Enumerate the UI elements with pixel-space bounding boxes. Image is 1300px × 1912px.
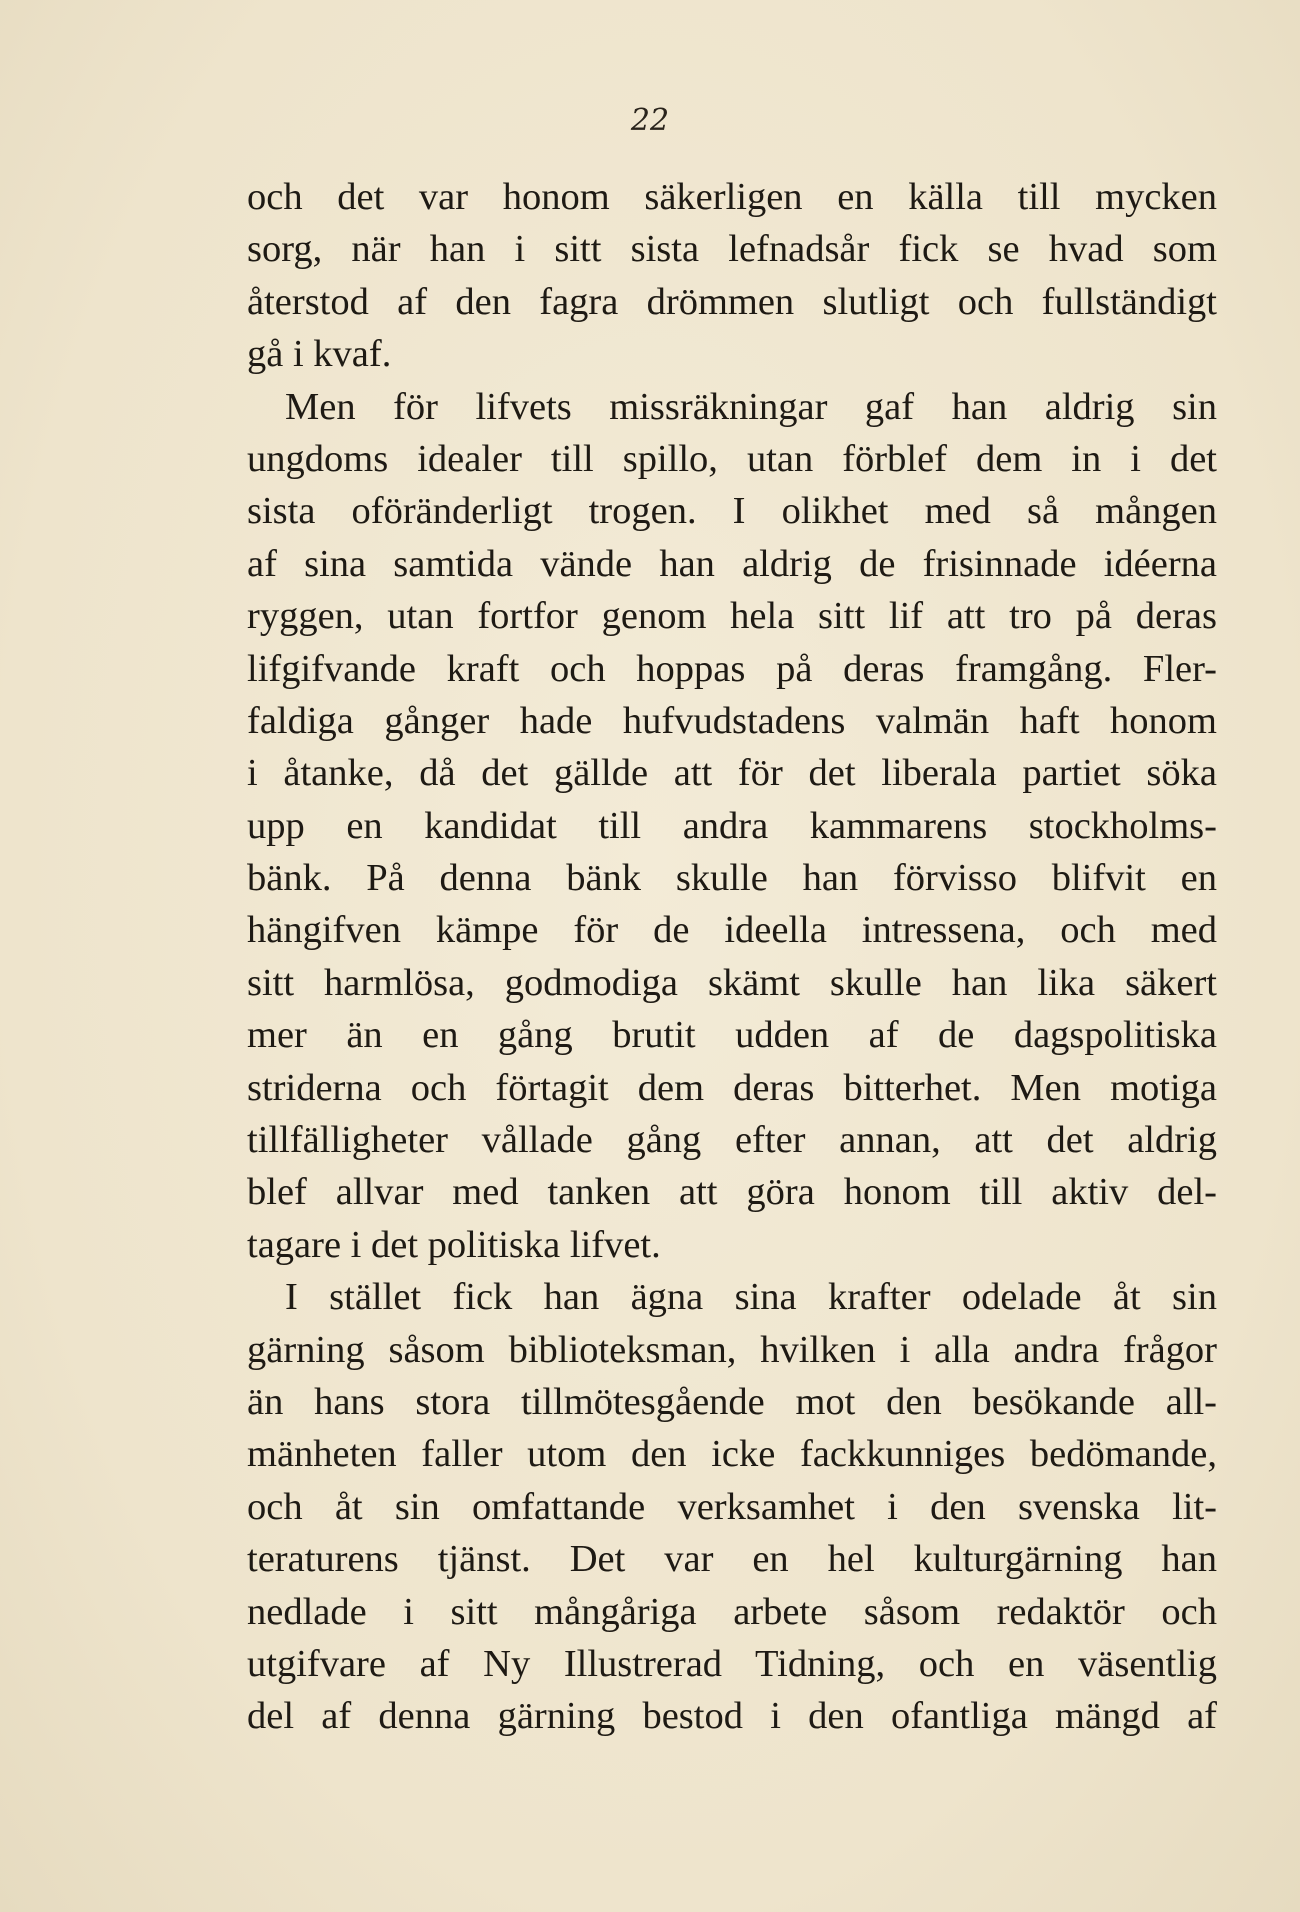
text-line: återstod af den fagra drömmen slutligt och fullständigt bbox=[247, 280, 1217, 323]
text-line: sitt harmlösa, godmodiga skämt skulle han lika säkert bbox=[247, 961, 1217, 1004]
text-line: tillfälligheter vållade gång efter annan, att det aldrig bbox=[247, 1119, 1217, 1162]
text-line: ungdoms idealer till spillo, utan förblef dem in i det bbox=[247, 437, 1217, 480]
text-line: upp en kandidat till andra kammarens stockholms- bbox=[247, 804, 1217, 847]
text-line: blef allvar med tanken att göra honom till aktiv del- bbox=[247, 1171, 1217, 1214]
text-line: sista oföränderligt trogen. I olikhet med så mången bbox=[247, 490, 1217, 533]
text-line: gå i kvaf. bbox=[247, 333, 392, 376]
text-line: ryggen, utan fortfor genom hela sitt lif att tro på deras bbox=[247, 595, 1217, 638]
text-line: teraturens tjänst. Det var en hel kulturgärning han bbox=[247, 1538, 1217, 1581]
text-line: och åt sin omfattande verksamhet i den svenska lit- bbox=[247, 1485, 1217, 1528]
text-line: gärning såsom biblioteksman, hvilken i alla andra frågor bbox=[247, 1328, 1217, 1371]
text-line: tagare i det politiska lifvet. bbox=[247, 1223, 661, 1266]
text-line: I stället fick han ägna sina krafter odelade åt sin bbox=[285, 1276, 1217, 1319]
text-line: mänheten faller utom den icke fackkunniges bedömande, bbox=[247, 1433, 1217, 1476]
text-line: striderna och förtagit dem deras bitterhet. Men motiga bbox=[247, 1066, 1217, 1109]
text-line: Men för lifvets missräkningar gaf han aldrig sin bbox=[285, 385, 1217, 428]
text-line: bänk. På denna bänk skulle han förvisso blifvit en bbox=[247, 857, 1217, 900]
text-line: nedlade i sitt mångåriga arbete såsom redaktör och bbox=[247, 1590, 1217, 1633]
text-line: och det var honom säkerligen en källa till mycken bbox=[247, 176, 1217, 218]
text-line: lifgifvande kraft och hoppas på deras framgång. Fler- bbox=[247, 647, 1217, 690]
text-line: mer än en gång brutit udden af de dagspolitiska bbox=[247, 1014, 1217, 1057]
text-line: sorg, när han i sitt sista lefnadsår fick se hvad som bbox=[247, 228, 1217, 271]
text-line: än hans stora tillmötesgående mot den besökande all- bbox=[247, 1380, 1217, 1423]
page-number: 22 bbox=[630, 103, 670, 138]
text-line: i åtanke, då det gällde att för det liberala partiet söka bbox=[247, 752, 1217, 795]
body-text bbox=[247, 171, 1217, 1743]
text-line: del af denna gärning bestod i den ofantliga mängd af bbox=[247, 1695, 1217, 1738]
text-line: hängifven kämpe för de ideella intressena, och med bbox=[247, 909, 1217, 952]
text-line: utgifvare af Ny Illustrerad Tidning, och en väsentlig bbox=[247, 1642, 1217, 1685]
text-line: af sina samtida vände han aldrig de frisinnade idéerna bbox=[247, 542, 1217, 585]
text-line: faldiga gånger hade hufvudstadens valmän haft honom bbox=[247, 699, 1217, 742]
